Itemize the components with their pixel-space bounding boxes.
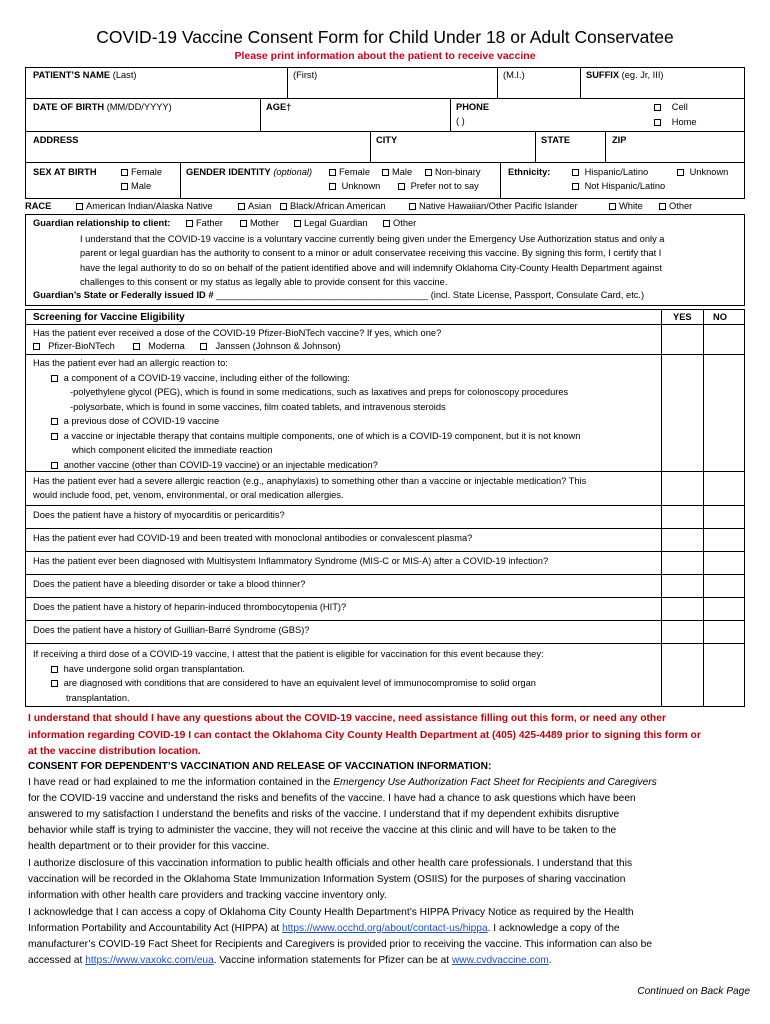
checkbox[interactable] xyxy=(280,203,287,210)
page-subtitle: Please print information about the patient to receive vaccine xyxy=(234,50,536,62)
gender-prefer-option[interactable]: Prefer not to say xyxy=(398,180,479,193)
race-other-option[interactable]: Other xyxy=(659,200,692,213)
question-bleeding: Does the patient have a bleeding disorder or take a blood thinner? xyxy=(33,579,306,589)
checkbox[interactable] xyxy=(572,169,579,176)
checkbox[interactable] xyxy=(382,169,389,176)
middle-initial-label: (M.I.) xyxy=(503,70,525,80)
checkbox[interactable] xyxy=(425,169,432,176)
checkbox[interactable] xyxy=(186,220,193,227)
gender-nonbinary-option[interactable]: Non-binary xyxy=(425,166,480,179)
question-myocarditis: Does the patient have a history of myocarditis or pericarditis? xyxy=(33,510,285,520)
checkbox[interactable] xyxy=(329,183,336,190)
zip-label: ZIP xyxy=(612,135,627,145)
checkbox[interactable] xyxy=(572,183,579,190)
race-black-option[interactable]: Black/African American xyxy=(280,200,386,213)
ethnicity-unknown-option[interactable]: Unknown xyxy=(677,166,728,179)
race-asian-option[interactable]: Asian xyxy=(238,200,271,213)
guardian-relationship-label: Guardian relationship to client: xyxy=(33,218,171,228)
checkbox[interactable] xyxy=(76,203,83,210)
consent-paragraph-3: I acknowledge that I can access a copy of Oklahoma City County Health Department’s HIPPA Privacy Notice as required by the Health Information Portability and Accountability Act (HIPPA) at https://www.occhd.org/about/contact-us/hippa. I acknowledge a copy of the manufacturer’s COVID-19 Fact Sheet for Recipients and Caregivers is provided prior to receiving the vaccine. This information can also be accessed at https://www.vaxokc.com/eua. Vaccine information statements for Pfizer can be at www.cvdvaccine.com. xyxy=(28,907,652,966)
dob-label: DATE OF BIRTH (MM/DD/YYYY) xyxy=(33,102,172,112)
checkbox[interactable] xyxy=(398,183,405,190)
checkbox[interactable] xyxy=(654,119,661,126)
consent-paragraph-1: I have read or had explained to me the information contained in the Emergency Use Authorization Fact Sheet for Recipients and Caregivers for the COVID-19 vaccine and understand the risks and benefits of the vaccine. I have had a chance to ask questions which have been answered to my satisfaction I understand the benefits and risks of the vaccine. I understand that if my dependent exhibits disruptive behavior while staff is trying to administer the vaccine, they will not receive the vaccine at this clinic and will have to be taken to the health department or to their provider for this vaccine. xyxy=(28,777,657,852)
cell-option[interactable]: Cell xyxy=(654,101,688,114)
checkbox[interactable] xyxy=(33,343,40,350)
gender-unknown-option[interactable]: Unknown xyxy=(329,180,380,193)
home-option[interactable]: Home xyxy=(654,116,697,129)
screening-header: Screening for Vaccine Eligibility xyxy=(33,312,185,323)
race-white-option[interactable]: White xyxy=(609,200,643,213)
cvdvaccine-link[interactable]: www.cvdvaccine.com xyxy=(451,955,549,966)
question-third-dose: If receiving a third dose of a COVID-19 vaccine, I attest that the patient is eligible for vaccination for this event because they: have undergone solid organ transplantation. are diagnosed with conditions that are considered to have an equivalent level of immunocompromise to solid organ transplantation. xyxy=(33,649,544,703)
phone-label: PHONE xyxy=(456,102,490,112)
sex-female-option[interactable]: Female xyxy=(121,166,162,179)
race-american-indian-option[interactable]: American Indian/Alaska Native xyxy=(76,200,213,213)
hispanic-option[interactable]: Hispanic/Latino xyxy=(572,166,648,179)
phone-area-code: ( ) xyxy=(456,116,465,126)
checkbox[interactable] xyxy=(133,343,140,350)
first-name-label: (First) xyxy=(293,70,318,80)
checkbox[interactable] xyxy=(609,203,616,210)
checkbox[interactable] xyxy=(238,203,245,210)
patient-name-label: PATIENT’S NAME (Last) xyxy=(33,70,137,80)
checkbox[interactable] xyxy=(51,462,58,469)
race-pacific-islander-option[interactable]: Native Hawaiian/Other Pacific Islander xyxy=(409,200,578,213)
sex-at-birth-label: SEX AT BIRTH xyxy=(33,167,97,177)
yes-column-header: YES xyxy=(673,312,692,322)
checkbox[interactable] xyxy=(51,680,58,687)
checkbox[interactable] xyxy=(200,343,207,350)
question-severe-allergy: Has the patient ever had a severe allergic reaction (e.g., anaphylaxis) to something other than a vaccine or injectable medication? This would include food, pet, venom, environmental, or oral medication allergies. xyxy=(33,476,587,500)
race-label: RACE xyxy=(25,201,52,211)
suffix-label: SUFFIX (eg. Jr, III) xyxy=(586,70,664,80)
ethnicity-label: Ethnicity: xyxy=(508,167,551,177)
guardian-legal-option[interactable]: Legal Guardian xyxy=(294,217,368,230)
page-title: COVID-19 Vaccine Consent Form for Child Under 18 or Adult Conservatee xyxy=(96,27,674,47)
question-gbs: Does the patient have a history of Guillian-Barré Syndrome (GBS)? xyxy=(33,625,310,635)
guardian-mother-option[interactable]: Mother xyxy=(240,217,279,230)
continued-footer: Continued on Back Page xyxy=(637,986,750,997)
checkbox[interactable] xyxy=(677,169,684,176)
not-hispanic-option[interactable]: Not Hispanic/Latino xyxy=(572,180,665,193)
age-label: AGE† xyxy=(266,102,292,112)
question-mis: Has the patient ever been diagnosed with Multisystem Inflammatory Syndrome (MIS-C or MIS-A) after a COVID-19 infection? xyxy=(33,556,549,566)
guardian-other-option[interactable]: Other xyxy=(383,217,416,230)
guardian-father-option[interactable]: Father xyxy=(186,217,223,230)
question-hit: Does the patient have a history of heparin-induced thrombocytopenia (HIT)? xyxy=(33,602,347,612)
contact-notice: I understand that should I have any questions about the COVID-19 vaccine, need assistance filling out this form, or need any other information regarding COVID-19 I can contact the Oklahoma City County Health Department at (405) 425-4489 prior to signing this form or at the vaccine distribution location. xyxy=(28,713,701,757)
checkbox[interactable] xyxy=(383,220,390,227)
prior-dose-options: Pfizer-BioNTech Moderna Janssen (Johnson & Johnson) xyxy=(33,340,341,353)
checkbox[interactable] xyxy=(654,104,661,111)
gender-identity-label: GENDER IDENTITY (optional) xyxy=(186,167,313,177)
guardian-id-line[interactable]: Guardian’s State or Federally issued ID # _________________________________________ (incl. State License, Passport, Consulate Card, etc.) xyxy=(33,290,645,300)
checkbox[interactable] xyxy=(329,169,336,176)
checkbox[interactable] xyxy=(121,169,128,176)
question-monoclonal: Has the patient ever had COVID-19 and been treated with monoclonal antibodies or convalescent plasma? xyxy=(33,533,473,543)
checkbox[interactable] xyxy=(51,433,58,440)
checkbox[interactable] xyxy=(659,203,666,210)
hippa-link[interactable]: https://www.occhd.org/about/contact-us/hippa xyxy=(282,923,488,934)
sex-male-option[interactable]: Male xyxy=(121,180,151,193)
checkbox[interactable] xyxy=(240,220,247,227)
checkbox[interactable] xyxy=(294,220,301,227)
consent-heading: CONSENT FOR DEPENDENT’S VACCINATION AND RELEASE OF VACCINATION INFORMATION: xyxy=(28,761,492,772)
checkbox[interactable] xyxy=(121,183,128,190)
consent-paragraph-2: I authorize disclosure of this vaccination information to public health officials and other health care professionals. I understand that this vaccination will be recorded in the Oklahoma State Immunization Information System (OSIIS) for the purposes of sharing vaccination information with other health care providers and tracking vaccine inventory only. xyxy=(28,858,633,901)
no-column-header: NO xyxy=(713,312,727,322)
checkbox[interactable] xyxy=(409,203,416,210)
address-label: ADDRESS xyxy=(33,135,79,145)
guardian-statement: I understand that the COVID-19 vaccine is a voluntary vaccine currently being given under the Emergency Use Authorization status and only a parent or legal guardian has the authority to consent to a minor or adult conservatee receiving this vaccine. By signing this form, I certify that I have the legal authority to do so on behalf of the patient identified above and will indemnify Oklahoma City-County Health Department against challenges to this consent or my status as legally able to provide consent for this vaccine. xyxy=(80,234,665,287)
vaxokc-link[interactable]: https://www.vaxokc.com/eua xyxy=(85,955,214,966)
gender-male-option[interactable]: Male xyxy=(382,166,412,179)
checkbox[interactable] xyxy=(51,666,58,673)
state-label: STATE xyxy=(541,135,571,145)
checkbox[interactable] xyxy=(51,375,58,382)
city-label: CITY xyxy=(376,135,398,145)
question-prior-dose: Has the patient ever received a dose of the COVID-19 Pfizer-BioNTech vaccine? If yes, which one? xyxy=(33,328,442,338)
gender-female-option[interactable]: Female xyxy=(329,166,370,179)
checkbox[interactable] xyxy=(51,418,58,425)
question-allergic-reaction: Has the patient ever had an allergic reaction to: a component of a COVID-19 vaccine, including either of the following: -polyethylene glycol (PEG), which is found in some medications, such as laxatives and preps for colonoscopy procedures -polysorbate, which is found in some vaccines, film coated tablets, and intravenous steroids a previous dose of COVID-19 vaccine a vaccine or injectable therapy that contains multiple components, one of which is a COVID-19 component, but it is not known which component elicited the immediate reaction another vaccine (other than COVID-19 vaccine) or an injectable medication? xyxy=(33,358,581,470)
